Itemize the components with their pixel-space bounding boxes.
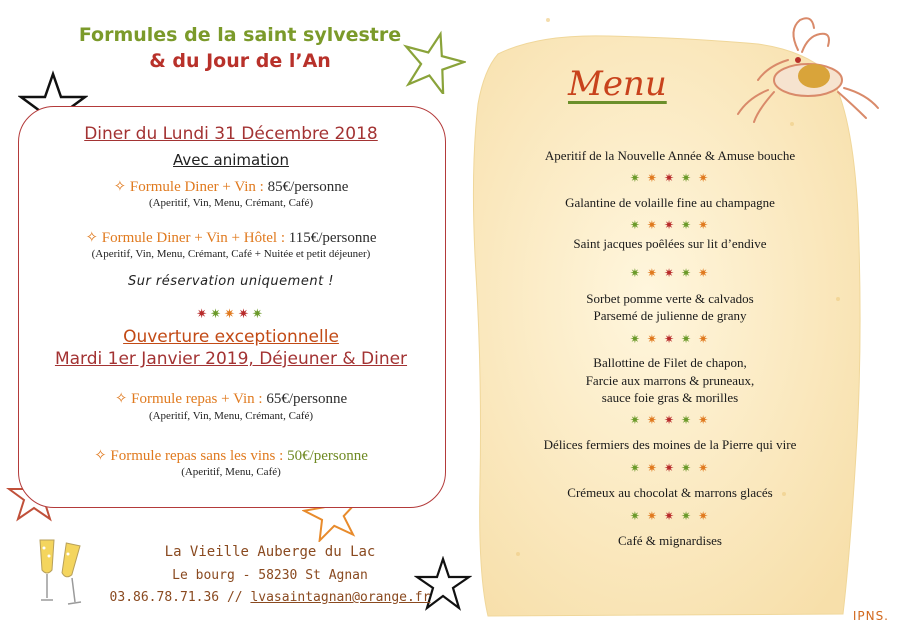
- menu-separator-3: ✷ ✷ ✷ ✷ ✷: [629, 266, 711, 280]
- menu-item-ballottine-3: sauce foie gras & morilles: [601, 390, 739, 405]
- page-title-text-1: Formules de la saint sylvestre: [78, 24, 402, 46]
- menu-item-sorbet-detail: Parsemé de julienne de grany: [593, 308, 747, 323]
- formula-repas-sans-vins-price: 50€/personne: [287, 448, 368, 464]
- restaurant-contact: [80, 590, 460, 605]
- menu-separator-6: ✷ ✷ ✷ ✷ ✷: [629, 461, 711, 475]
- menu-item-ballottine: Ballottine de Filet de chapon,: [593, 355, 747, 370]
- formula-repas-vin-details: (Aperitif, Vin, Menu, Crémant, Café): [148, 410, 314, 422]
- menu-item-ballottine-2: Farcie aux marrons & pruneaux,: [585, 373, 755, 388]
- formula-repas-sans-vins-details: (Aperitif, Menu, Café): [181, 466, 281, 478]
- restaurant-address: Le bourg - 58230 St Agnan: [172, 568, 368, 583]
- menu-separator-2: ✷ ✷ ✷ ✷ ✷: [629, 218, 711, 232]
- formula-repas-sans-vins: [18, 446, 444, 465]
- jan1-line2: Mardi 1er Janvier 2019, Déjeuner & Diner: [54, 349, 408, 369]
- formula-repas-sans-vins-label: ✧ Formule repas sans les vins :: [94, 448, 284, 464]
- page-title-text-2: & du Jour de l’An: [149, 50, 331, 72]
- reservation-note: Sur réservation uniquement !: [127, 274, 335, 289]
- page-title-line1: [60, 22, 420, 48]
- formula-repas-vin-price: 65€/personne: [266, 391, 348, 407]
- menu-item-delices: Délices fermiers des moines de la Pierre qui vire: [543, 437, 797, 452]
- formula-repas-vin: [18, 389, 444, 408]
- formula-diner-vin-label: ✧ Formule Diner + Vin :: [113, 179, 264, 195]
- formula-diner-vin-price: 85€/personne: [267, 179, 349, 195]
- formula-diner-vin-hotel: [18, 228, 444, 247]
- formula-diner-vin-hotel-label: ✧ Formule Diner + Vin + Hôtel :: [85, 230, 286, 246]
- formula-diner-vin-details: (Aperitif, Vin, Menu, Crémant, Café): [148, 197, 314, 209]
- jan1-line1: Ouverture exceptionnelle: [123, 327, 339, 347]
- menu-item-galantine: Galantine de volaille fine au champagne: [565, 195, 775, 210]
- menu-title: Menu: [568, 64, 667, 104]
- menu-item-sorbet: Sorbet pomme verte & calvados: [586, 291, 754, 306]
- menu-separator-1: ✷ ✷ ✷ ✷ ✷: [629, 171, 711, 185]
- menu-separator-7: ✷ ✷ ✷ ✷ ✷: [629, 509, 711, 523]
- menu-item-saint-jacques: Saint jacques poêlées sur lit d’endive: [573, 236, 767, 251]
- dinner31-subtitle: Avec animation: [173, 151, 289, 169]
- separator-stars: ✷✷✷✷✷: [196, 306, 266, 321]
- menu-separator-4: ✷ ✷ ✷ ✷ ✷: [629, 332, 711, 346]
- menu-item-cafe: Café & mignardises: [618, 533, 722, 548]
- page-title-line2: [60, 48, 420, 74]
- menu-item-cremeux: Crémeux au chocolat & marrons glacés: [567, 485, 773, 500]
- formula-diner-vin: [18, 177, 444, 196]
- reindeer-icon: [728, 10, 888, 130]
- menu-item-aperitif: Aperitif de la Nouvelle Année & Amuse bouche: [544, 148, 796, 163]
- menu-separator-5: ✷ ✷ ✷ ✷ ✷: [629, 413, 711, 427]
- formula-diner-vin-hotel-price: 115€/personne: [288, 230, 377, 246]
- restaurant-email-link[interactable]: lvasaintagnan@orange.fr: [250, 590, 431, 605]
- formula-repas-vin-label: ✧ Formule repas + Vin :: [114, 391, 263, 407]
- dinner31-title: Diner du Lundi 31 Décembre 2018: [84, 124, 378, 144]
- restaurant-name: La Vieille Auberge du Lac: [164, 544, 376, 560]
- ipns-mention: IPNS.: [852, 609, 889, 623]
- restaurant-phone: 03.86.78.71.36 //: [109, 590, 243, 605]
- formula-diner-vin-hotel-details: (Aperitif, Vin, Menu, Crémant, Café + Nuitée et petit déjeuner): [91, 248, 371, 260]
